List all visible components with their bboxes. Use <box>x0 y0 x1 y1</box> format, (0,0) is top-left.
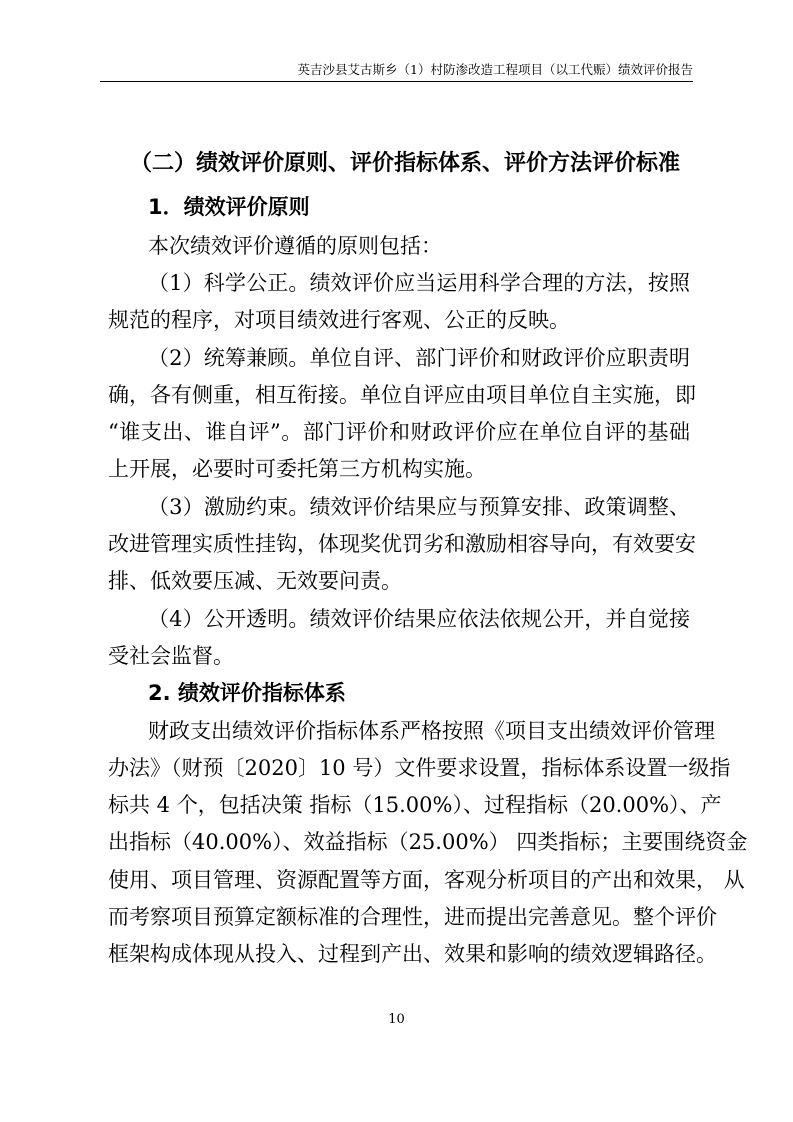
principle-3-line-3: 排、低效要压减、无效要问责。 <box>108 569 402 593</box>
principle-2-line-2: 确，各有侧重，相互衔接。单位自评应由项目单位自主实施，即 <box>108 383 696 407</box>
principle-3-line-1: （3）激励约束。绩效评价结果应与预算安排、政策调整、 <box>148 495 690 519</box>
indicators-line-2: 办法》（财预〔2020〕10 号）文件要求设置，指标体系设置一级指 <box>108 756 731 780</box>
indicators-line-6: 而考察项目预算定额标准的合理性，进而提出完善意见。整个评价 <box>108 905 717 929</box>
page-number: 10 <box>388 1012 405 1027</box>
indicators-line-4: 出指标（40.00%）、效益指标（25.00%） 四类指标；主要围绕资金 <box>108 830 748 854</box>
running-header: 英吉沙县艾古斯乡（1）村防渗改造工程项目（以工代赈）绩效评价报告 <box>297 62 693 77</box>
principle-3-line-2: 改进管理实质性挂钩，体现奖优罚劣和激励相容导向，有效要安 <box>108 532 696 556</box>
indicators-line-1: 财政支出绩效评价指标体系严格按照《项目支出绩效评价管理 <box>148 719 715 743</box>
principle-4-line-1: （4）公开透明。绩效评价结果应依法依规公开，并自觉接 <box>148 607 690 631</box>
header-rule <box>100 81 693 82</box>
principle-2-line-4: 上开展，必要时可委托第三方机构实施。 <box>108 457 486 481</box>
principle-2-line-3: “谁支出、谁自评”。部门评价和财政评价应在单位自评的基础 <box>108 420 690 444</box>
indicators-line-3: 标共 4 个，包括决策 指标（15.00%）、过程指标（20.00%）、产 <box>108 793 722 817</box>
principles-intro: 本次绩效评价遵循的原则包括： <box>148 234 442 258</box>
principle-1-line-1: （1）科学公正。绩效评价应当运用科学合理的方法，按照 <box>148 271 690 295</box>
indicators-line-5: 使用、项目管理、资源配置等方面，客观分析项目的产出和效果， 从 <box>108 868 745 892</box>
subsection-heading-principles: 1．绩效评价原则 <box>148 195 310 219</box>
section-heading: （二）绩效评价原则、评价指标体系、评价方法评价标准 <box>130 151 681 176</box>
principle-1-line-2: 规范的程序，对项目绩效进行客观、公正的反映。 <box>108 308 570 332</box>
principle-2-line-1: （2）统筹兼顾。单位自评、部门评价和财政评价应职责明 <box>148 346 690 370</box>
indicators-line-7: 框架构成体现从投入、过程到产出、效果和影响的绩效逻辑路径。 <box>108 942 717 966</box>
subsection-heading-indicators: 2. 绩效评价指标体系 <box>148 681 346 705</box>
principle-4-line-2: 受社会监督。 <box>108 644 234 668</box>
